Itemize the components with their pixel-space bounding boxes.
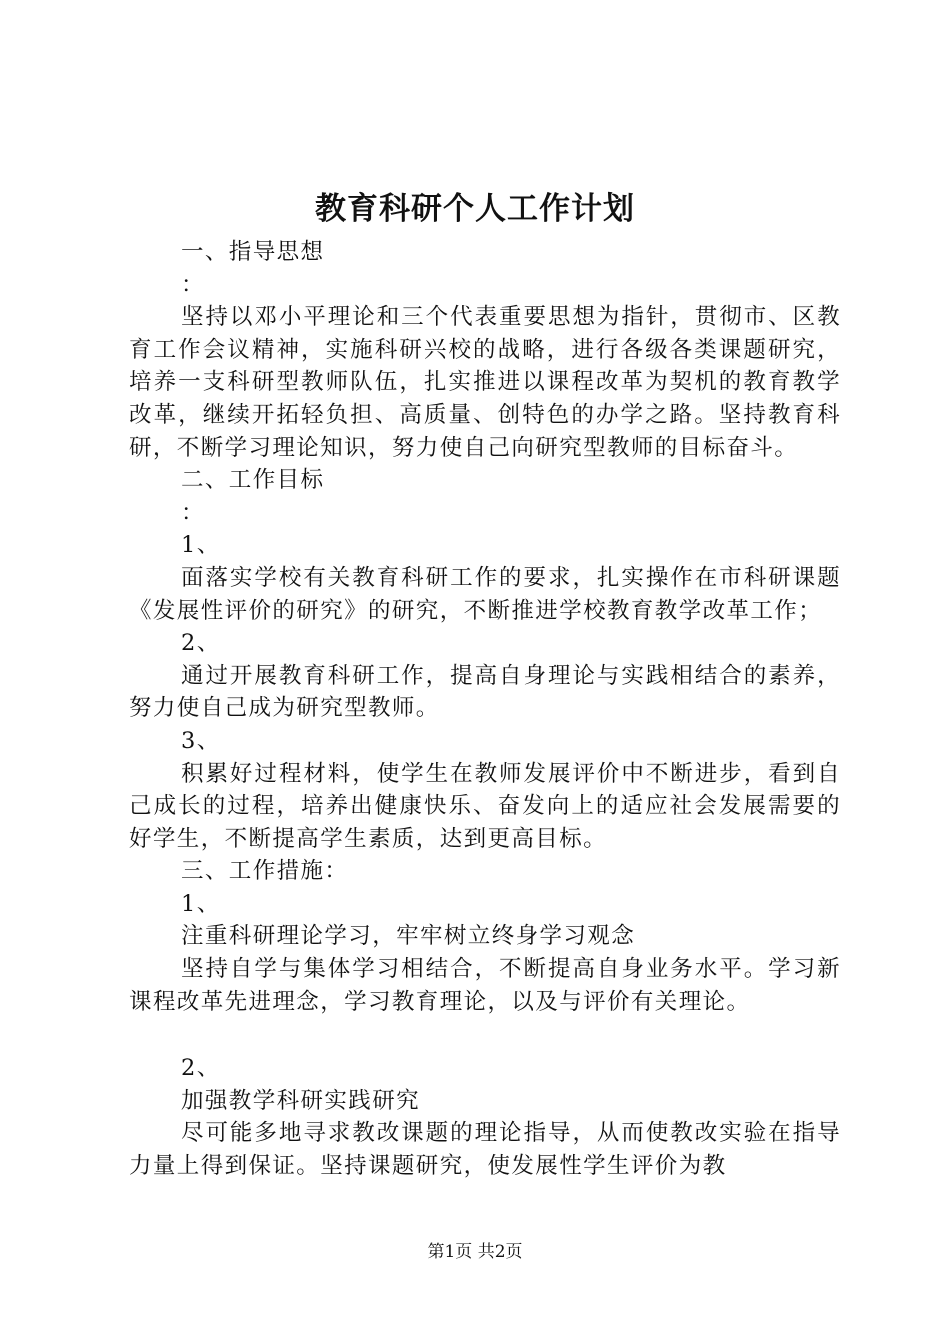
subsection-title: 注重科研理论学习，牢牢树立终身学习观念 (181, 923, 636, 950)
paragraph: 坚持以邓小平理论和三个代表重要思想为指针，贯彻市、区教育工作会议精神，实施科研兴校的战略，进行各级各类课题研究，培养一支科研型教师队伍，扎实推进以课程改革为契机的教育教学改革，继续开拓轻负担、高质量、创特色的办学之路。坚持教育科研，不断学习理论知识，努力使自己向研究型教师的目标奋斗。 (129, 304, 841, 461)
heading-colon: ： (181, 499, 205, 526)
paragraph: 坚持自学与集体学习相结合，不断提高自身业务水平。学习新课程改革先进理念，学习教育理论，以及与评价有关理论。 (129, 956, 841, 1015)
list-number: 2、 (181, 630, 221, 657)
section-heading: 二、工作目标 (181, 467, 325, 494)
heading-colon: ： (181, 271, 205, 298)
document-body (129, 236, 841, 1183)
list-number: 1、 (181, 890, 221, 917)
page-footer: 第1页 共2页 (427, 1242, 523, 1262)
section-heading: 三、工作措施： (181, 858, 349, 885)
document-title: 教育科研个人工作计划 (315, 191, 635, 227)
spacer (129, 1018, 841, 1052)
list-number: 3、 (181, 727, 221, 754)
paragraph: 面落实学校有关教育科研工作的要求，扎实操作在市科研课题《发展性评价的研究》的研究，不断推进学校教育教学改革工作； (129, 564, 841, 624)
paragraph: 积累好过程材料，使学生在教师发展评价中不断进步，看到自己成长的过程，培养出健康快乐、奋发向上的适应社会发展需要的好学生，不断提高学生素质，达到更高目标。 (129, 760, 841, 852)
subsection-title: 加强教学科研实践研究 (181, 1087, 421, 1114)
list-number: 1、 (181, 532, 221, 559)
paragraph: 尽可能多地寻求教改课题的理论指导，从而使教改实验在指导力量上得到保证。坚持课题研究，使发展性学生评价为教 (129, 1120, 841, 1180)
paragraph: 通过开展教育科研工作，提高自身理论与实践相结合的素养，努力使自己成为研究型教师。 (129, 662, 841, 722)
section-heading: 一、指导思想 (181, 239, 325, 265)
list-number: 2、 (181, 1055, 221, 1082)
